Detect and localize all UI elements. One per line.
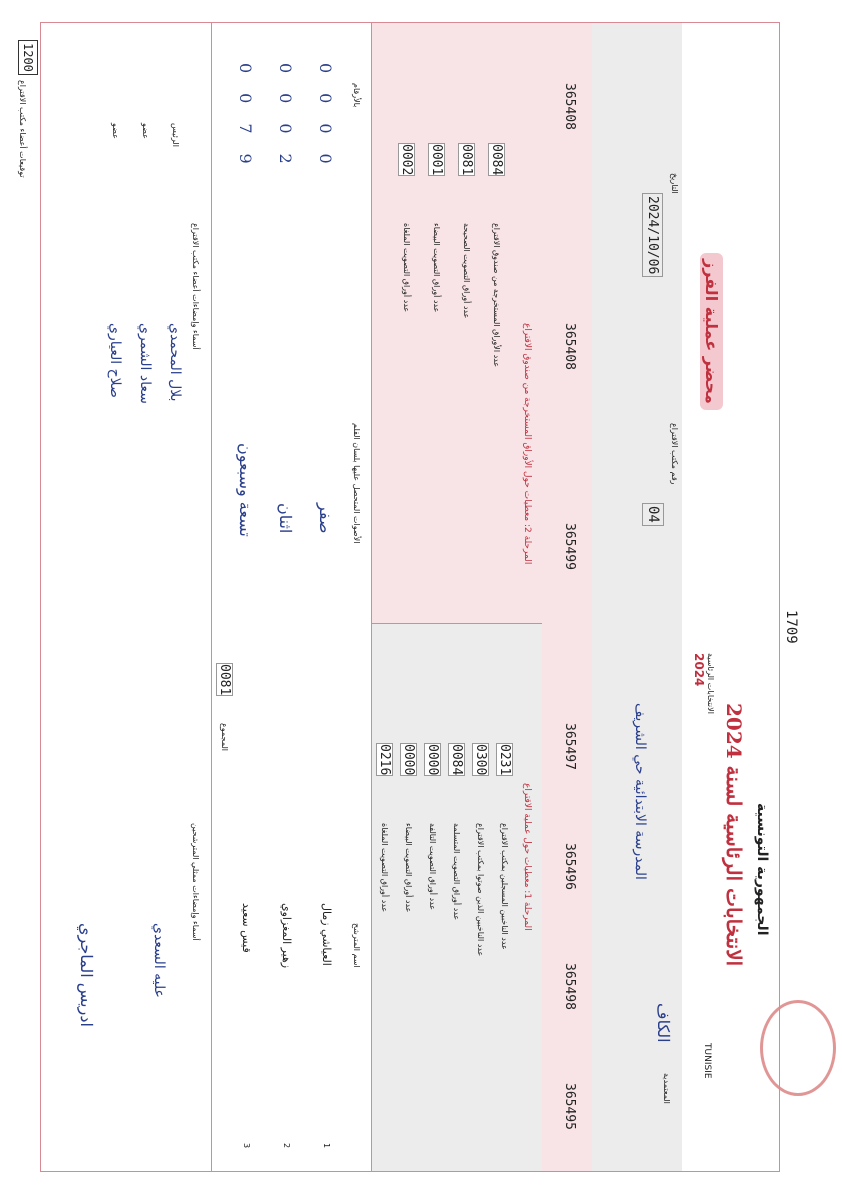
s1-row-value: 0000 <box>425 744 440 776</box>
s1-row-label: عدد أوراق التصويت التالفة <box>428 823 437 911</box>
s1-row-value: 0000 <box>401 744 416 776</box>
candidates-header-digits: بالأرقام <box>352 83 361 108</box>
form-frame <box>40 22 780 1172</box>
s2-row-label: عدد أوراق التصويت البيضاء <box>432 223 441 313</box>
section-1 <box>371 623 542 1171</box>
candidate-num: 1 <box>322 1143 331 1149</box>
candidate-words: اثنان <box>276 503 295 534</box>
republic-title: الجمهورية التونسية <box>754 803 770 936</box>
s2-row-label: عدد أوراق التصويت الصحيحة <box>462 223 471 319</box>
rep-name: عليه السعدي <box>151 923 167 998</box>
sign-name: بلال المحمدي <box>167 323 183 402</box>
s2-row-label: عدد أوراق التصويت الملغاة <box>402 223 411 313</box>
sign-name: صلاح العياري <box>107 323 123 398</box>
s1-row-label: عدد أوراق التصويت البيضاء <box>404 823 413 913</box>
delegation-label: المعتمدية <box>662 1073 671 1104</box>
s2-row-value: 0081 <box>459 144 474 176</box>
candidates-header-name: اسم المترشح <box>352 923 361 968</box>
delegation-value: الكاف <box>654 1003 673 1043</box>
candidates-header-words: الأصوات المتحصل عليها بلسان القلم <box>352 423 361 544</box>
candidate-name: العياشي زمال <box>320 903 333 966</box>
logo-caption: الانتخابات الرئاسية <box>706 653 715 714</box>
section-2 <box>371 23 542 624</box>
footer-note: توقيعات أعضاء مكتب الاقتراع <box>18 80 27 178</box>
signatures-area <box>41 23 211 1171</box>
rep-name: ادريس الماجري <box>77 923 96 1027</box>
office-number-label: رقم مكتب الاقتراع <box>670 423 679 485</box>
candidate-digits: 0000 <box>316 63 335 184</box>
sign-role: عضو <box>141 123 150 139</box>
s1-row-value: 0300 <box>473 744 488 776</box>
candidate-digits: 0002 <box>276 63 295 184</box>
date-label: التاريخ <box>670 173 679 194</box>
s1-row-label: عدد أوراق التصويت المتسلمة <box>452 823 461 921</box>
form-number: 1709 <box>783 610 799 644</box>
seal-number: 365408 <box>562 323 577 370</box>
seal-number: 365496 <box>562 843 577 890</box>
page-title: الانتخابات الرئاسية لسنة 2024 <box>722 703 746 967</box>
form-name-badge: محضر عملية الفرز <box>700 253 723 410</box>
candidates-total-label: المجموع <box>220 723 229 751</box>
s2-row-value: 0002 <box>399 144 414 176</box>
candidate-digits: 0079 <box>236 63 255 184</box>
section-1-title: المرحلة 1: معطيات حول عملية الاقتراع <box>522 783 532 931</box>
seal-number: 365497 <box>562 723 577 770</box>
candidate-words: صفر <box>316 503 335 534</box>
page-number: 1200 <box>18 40 38 75</box>
candidate-num: 3 <box>242 1143 251 1149</box>
s1-row-value: 0231 <box>497 744 512 776</box>
s1-row-value: 0084 <box>449 744 464 776</box>
date-value: 2024/10/06 <box>642 193 663 277</box>
seal-number: 365498 <box>562 963 577 1010</box>
s2-row-value: 0084 <box>489 144 504 176</box>
seal-number: 365499 <box>562 523 577 570</box>
office-number: 04 <box>642 503 664 526</box>
sign-name: سعاد الشمري <box>137 323 153 404</box>
s2-row-label: عدد الأوراق المستخرجة من صندوق الاقتراع <box>492 223 501 368</box>
s1-row-label: عدد الناخبين الذين صوتوا بمكتب الاقتراع <box>476 823 485 957</box>
office-info-band <box>591 23 682 1171</box>
candidates-table <box>211 23 372 1171</box>
candidate-words: تسعة وسبعون <box>236 443 255 537</box>
header-band <box>681 23 780 1171</box>
sign-role: عضو <box>111 123 120 139</box>
s1-row-label: عدد أوراق التصويت الملغاة <box>380 823 389 913</box>
s2-row-value: 0001 <box>429 144 444 176</box>
seal-number: 365408 <box>562 83 577 130</box>
candidates-total-value: 0081 <box>217 664 232 696</box>
center-value: المدرسة الابتدائية حي الشريف <box>632 703 648 880</box>
signatures-title: أسماء وإمضاءات أعضاء مكتب الاقتراع <box>191 223 200 350</box>
s1-row-label: عدد الناخبين المسجلين بمكتب الاقتراع <box>500 823 509 950</box>
sign-role: الرئيس <box>171 123 180 147</box>
candidate-name: زهير المغزاوي <box>280 903 293 969</box>
candidate-name: قيس سعيد <box>240 903 253 953</box>
s1-row-value: 0216 <box>377 744 392 776</box>
seal-numbers-band <box>541 23 592 1171</box>
section-2-title: المرحلة 2: معطيات حول الأوراق المستخرجة من صندوق الاقتراع <box>522 323 532 565</box>
brand-text: TUNISIE <box>702 1043 712 1079</box>
reps-title: أسماء وإمضاءات ممثلي المترشحين <box>191 823 200 941</box>
seal-number: 365495 <box>562 1083 577 1130</box>
logo-year: 2024 <box>692 653 706 687</box>
candidate-num: 2 <box>282 1143 291 1149</box>
